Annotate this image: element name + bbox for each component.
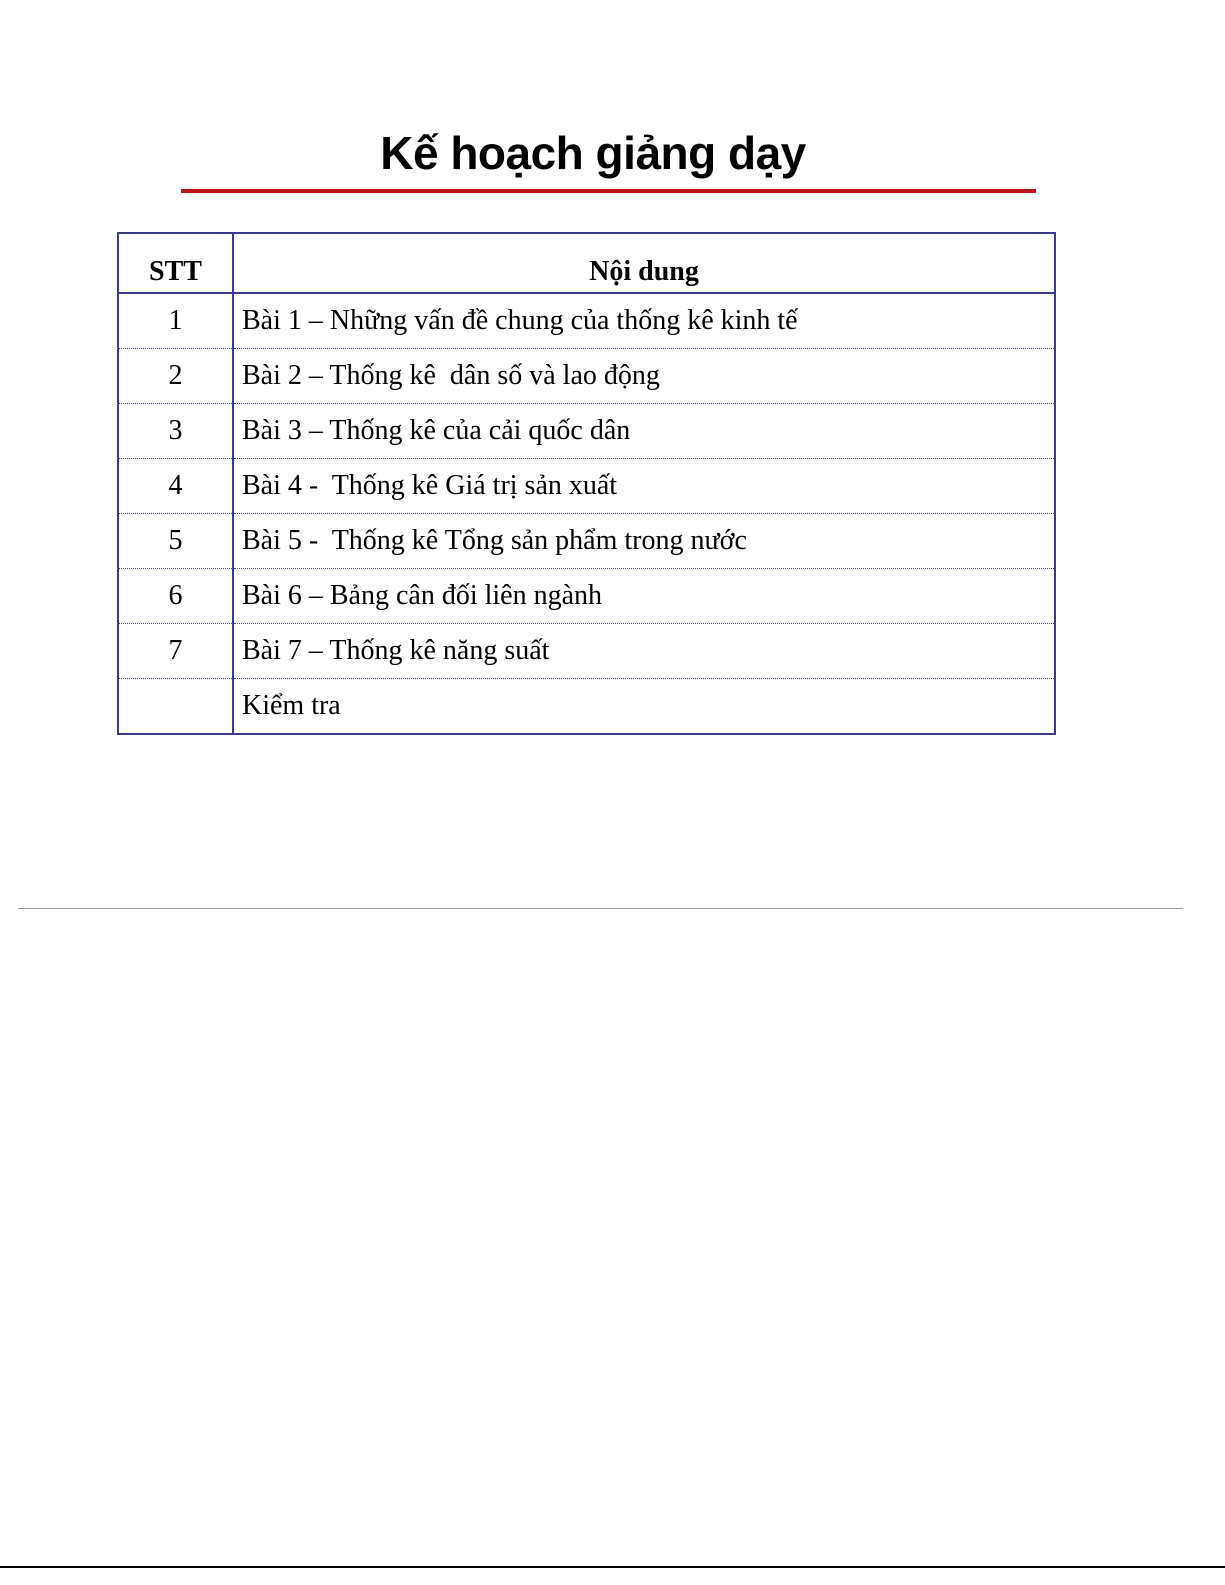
- row-content: Bài 1 – Những vấn đề chung của thống kê kinh tế: [233, 293, 1055, 349]
- table-row: [118, 679, 1055, 735]
- row-content: Bài 4 - Thống kê Giá trị sản xuất: [233, 459, 1055, 514]
- title-underline: [181, 189, 1036, 193]
- table-row: [118, 459, 1055, 514]
- header-content: Nội dung: [233, 233, 1055, 293]
- row-stt: 3: [118, 404, 233, 459]
- row-stt: 2: [118, 349, 233, 404]
- table-row: [118, 624, 1055, 679]
- row-content: Bài 2 – Thống kê dân số và lao động: [233, 349, 1055, 404]
- row-stt: [118, 679, 233, 735]
- row-content: Bài 3 – Thống kê của cải quốc dân: [233, 404, 1055, 459]
- row-stt: 1: [118, 293, 233, 349]
- row-content: Kiểm tra: [233, 679, 1055, 735]
- row-content: Bài 5 - Thống kê Tổng sản phẩm trong nước: [233, 514, 1055, 569]
- table-row: [118, 349, 1055, 404]
- teaching-plan-table: [117, 232, 1056, 735]
- row-stt: 5: [118, 514, 233, 569]
- row-stt: 4: [118, 459, 233, 514]
- row-stt: 6: [118, 569, 233, 624]
- page-divider: [18, 908, 1183, 909]
- header-stt: STT: [118, 233, 233, 293]
- page-title: Kế hoạch giảng dạy: [380, 127, 806, 179]
- table-row: [118, 293, 1055, 349]
- table-row: [118, 514, 1055, 569]
- row-stt: 7: [118, 624, 233, 679]
- table-row: [118, 569, 1055, 624]
- table-row: [118, 404, 1055, 459]
- table-header-row: [118, 233, 1055, 293]
- bottom-rule: [0, 1566, 1225, 1568]
- row-content: Bài 6 – Bảng cân đối liên ngành: [233, 569, 1055, 624]
- row-content: Bài 7 – Thống kê năng suất: [233, 624, 1055, 679]
